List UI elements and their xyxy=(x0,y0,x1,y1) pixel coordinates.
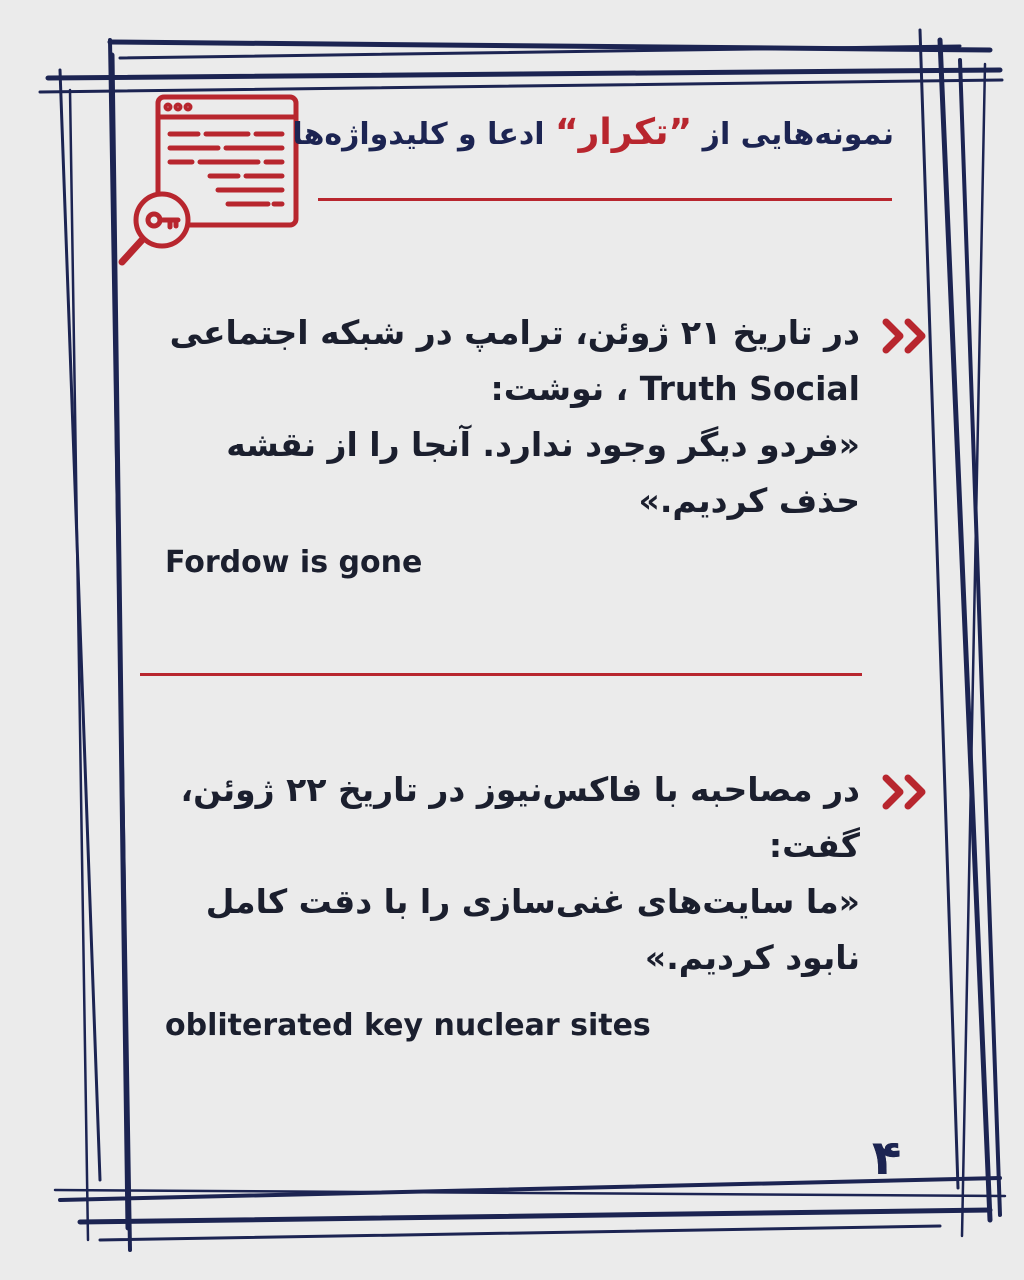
title-after: ادعا و کلیدواژه‌ها xyxy=(292,117,545,152)
section-divider xyxy=(140,673,862,676)
page-title xyxy=(292,112,894,153)
claim2-line3: «ما سایت‌های غنی‌سازی را با دقت کامل xyxy=(205,882,860,921)
claim-block-2 xyxy=(160,762,860,986)
document-search-icon xyxy=(118,92,308,282)
claim-block-1 xyxy=(160,305,860,529)
claim2-line2: گفت: xyxy=(768,826,860,865)
claim2-line4: نابود کردیم.» xyxy=(644,938,860,977)
title-before: نمونه‌هایی از xyxy=(702,117,894,152)
claim1-line2: Truth Social ، نوشت: xyxy=(490,369,860,408)
claim2-english: obliterated key nuclear sites xyxy=(165,1008,651,1043)
claim2-line1: در مصاحبه با فاکس‌نیوز در تاریخ ۲۲ ژوئن، xyxy=(180,770,860,809)
claim1-english: Fordow is gone xyxy=(165,545,423,580)
claim1-line4: حذف کردیم.» xyxy=(638,481,860,520)
title-divider xyxy=(318,198,892,201)
claim1-line3: «فردو دیگر وجود ندارد. آنجا را از نقشه xyxy=(226,425,860,464)
double-chevron-icon xyxy=(880,772,930,812)
claim1-line1: در تاریخ ۲۱ ژوئن، ترامپ در شبکه اجتماعی xyxy=(169,313,860,352)
page-number: ۴ xyxy=(872,1130,902,1186)
title-accent: ”تکرار“ xyxy=(554,112,693,153)
double-chevron-icon xyxy=(880,316,930,356)
